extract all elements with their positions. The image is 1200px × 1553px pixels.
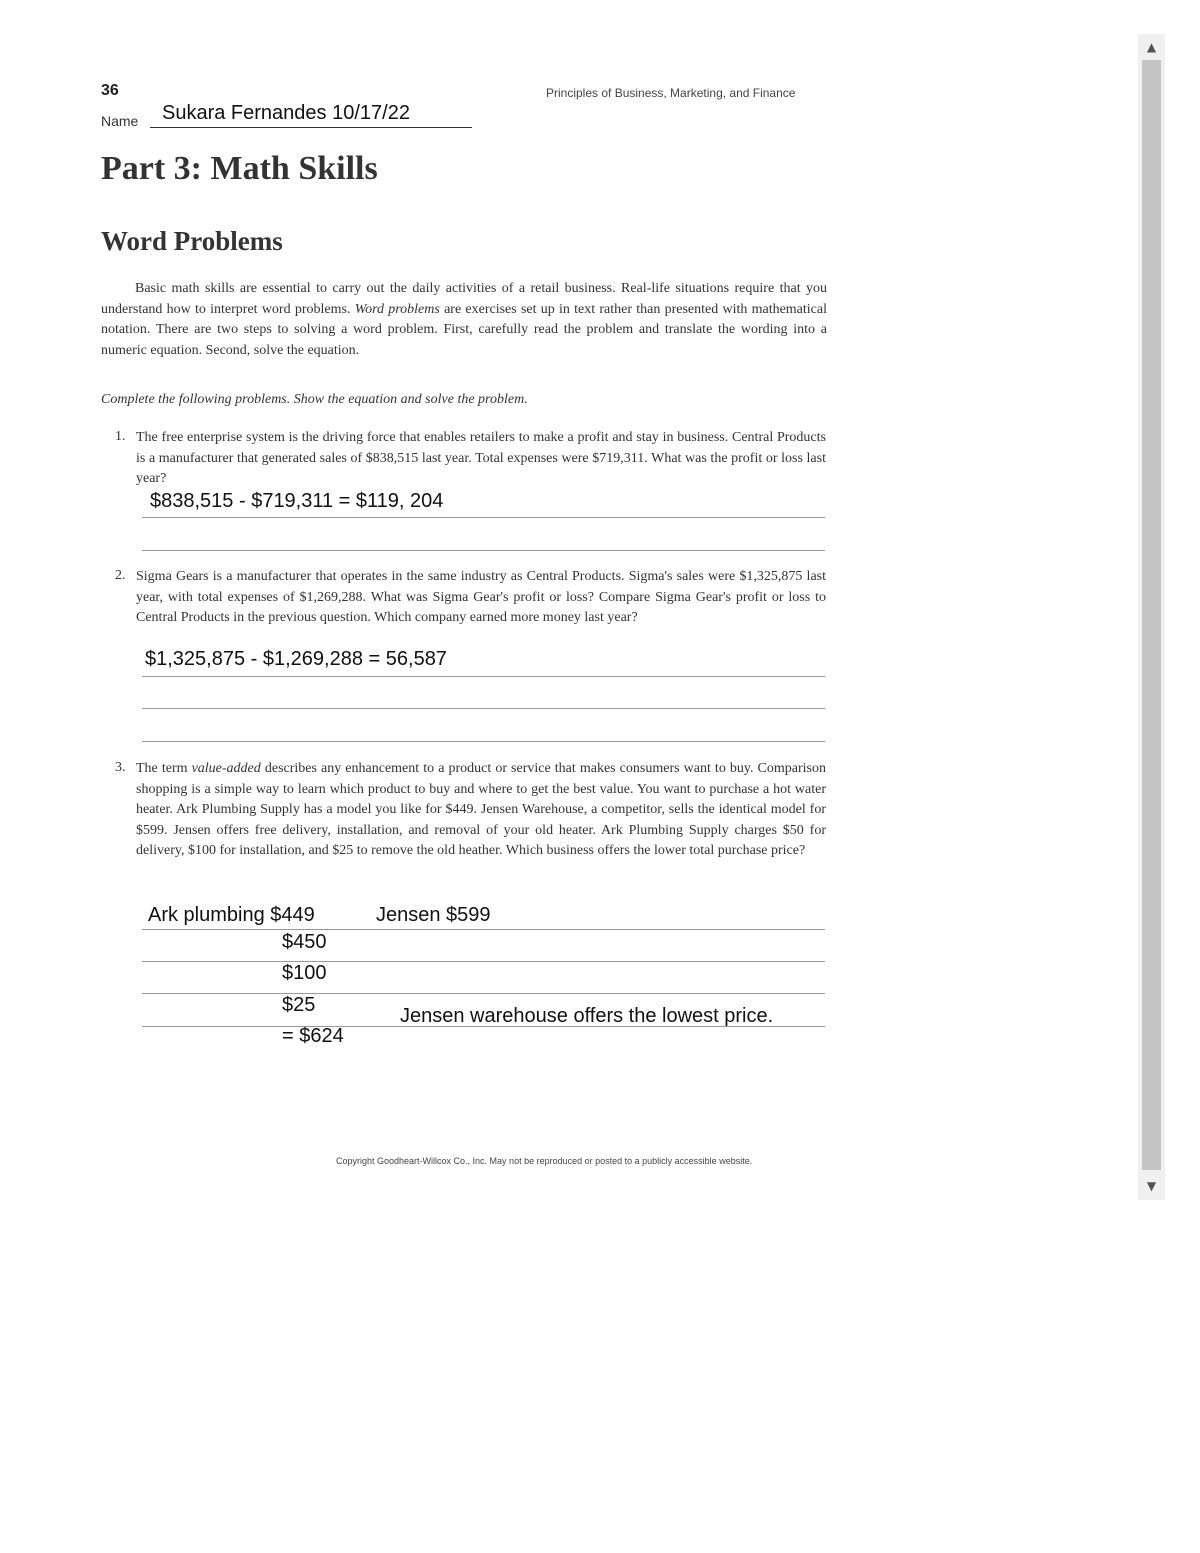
question-3-answer-line-2[interactable]: $450 <box>282 931 327 953</box>
scroll-down-arrow-icon[interactable]: ▼ <box>1146 1179 1157 1193</box>
page-number: 36 <box>101 82 119 99</box>
answer-line <box>142 517 825 518</box>
answer-line <box>142 961 825 962</box>
answer-line <box>142 993 825 994</box>
name-line <box>150 127 472 128</box>
intro-paragraph <box>101 279 827 361</box>
question-3-text-2: describes any enhancement to a product or service that makes consumers want to buy. Comparison shopping is a simple way to learn which product to buy and where to get the best value. You want to purchase a hot water heater. Ark Plumbing Supply has a model you like for $449. Jensen Warehouse, a competitor, sells the identical model for $599. Jensen offers free delivery, installation, and removal of your old heater. Ark Plumbing Supply charges $50 for delivery, $100 for installation, and $25 to remove the old heather. Which business offers the lower total purchase price? <box>136 761 826 858</box>
question-1-answer[interactable]: $838,515 - $719,311 = $119, 204 <box>150 490 444 512</box>
question-3-answer-jensen[interactable]: Jensen $599 <box>376 904 491 926</box>
intro-text-1: Basic math skills are essential to carry out the daily activities of a retail business. Real-life situations require that you understand how to interpret word problems. <box>101 281 827 317</box>
answer-line <box>142 708 825 709</box>
question-3-answer-ark[interactable]: Ark plumbing $449 <box>148 904 315 926</box>
question-3-answer-total[interactable]: = $624 <box>282 1025 344 1047</box>
question-2-answer[interactable]: $1,325,875 - $1,269,288 = 56,587 <box>145 648 447 670</box>
copyright-footer: Copyright Goodheart-Willcox Co., Inc. May not be reproduced or posted to a publicly accessible website. <box>336 1156 753 1166</box>
name-label: Name <box>101 113 139 129</box>
answer-line <box>142 550 825 551</box>
intro-italic-term: Word problems <box>354 301 440 317</box>
question-2-text: Sigma Gears is a manufacturer that operates in the same industry as Central Products. Sigma's sales were $1,325,875 last year, with total expenses of $1,269,288. What was Sigma Gear's profit or loss? Compare Sigma Gear's profit or loss to Central Products in the previous question. Which company earned more money last year? <box>136 569 826 625</box>
part-title: Part 3: Math Skills <box>101 150 378 187</box>
answer-line <box>142 741 825 742</box>
question-3-answer-line-4[interactable]: $25 <box>282 994 316 1016</box>
answer-line <box>142 676 825 677</box>
question-3-number: 3. <box>115 760 126 775</box>
scroll-up-arrow-icon[interactable]: ▲ <box>1146 40 1157 54</box>
question-3-answer-line-3[interactable]: $100 <box>282 962 327 984</box>
name-value[interactable]: Sukara Fernandes 10/17/22 <box>162 102 410 124</box>
instructions: Complete the following problems. Show the equation and solve the problem. <box>101 392 528 407</box>
question-2-number: 2. <box>115 568 126 583</box>
scrollbar-thumb[interactable] <box>1142 60 1161 1170</box>
intro-text-2: are exercises set up in text rather than presented with mathematical notation. There are two steps to solving a word problem. First, carefully read the problem and translate the wording into a numeric equation. Second, solve the equation. <box>101 301 827 358</box>
question-3-text <box>136 759 826 862</box>
section-title: Word Problems <box>101 226 283 256</box>
question-1-text: The free enterprise system is the driving force that enables retailers to make a profit and stay in business. Central Products is a manufacturer that generated sales of $838,515 last year. Total expenses were $719,311. What was the profit or loss last year? <box>136 430 826 486</box>
question-3-conclusion[interactable]: Jensen warehouse offers the lowest price. <box>400 1005 774 1027</box>
question-3-italic-term: value-added <box>191 761 261 776</box>
question-3-text-1: The term <box>136 761 192 776</box>
question-1-number: 1. <box>115 429 126 444</box>
answer-line <box>142 929 825 930</box>
book-title: Principles of Business, Marketing, and Finance <box>546 86 796 100</box>
answer-line <box>142 1026 825 1027</box>
